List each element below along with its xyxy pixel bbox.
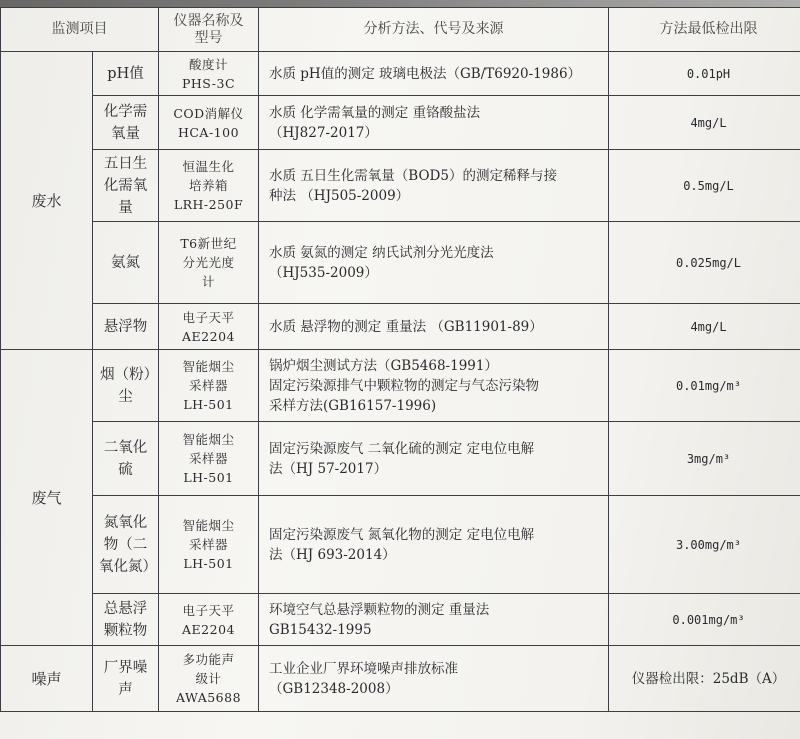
instrument-cell: 多功能声 级计 AWA5688 xyxy=(159,646,259,712)
item-cell: 厂界噪声 xyxy=(93,646,159,712)
instrument-cell: 电子天平 AE2204 xyxy=(159,594,259,646)
limit-cell: 0.025mg/L xyxy=(609,222,800,304)
instrument-cell: 酸度计 PHS-3C xyxy=(159,52,259,96)
limit-cell: 4mg/L xyxy=(609,96,800,150)
item-cell: 氨氮 xyxy=(93,222,159,304)
method-cell: 水质 氨氮的测定 纳氏试剂分光光度法 （HJ535-2009） xyxy=(259,222,609,304)
item-cell: 五日生化需氧量 xyxy=(93,150,159,222)
limit-cell: 0.01mg/m³ xyxy=(609,350,800,422)
item-cell: 总悬浮颗粒物 xyxy=(93,594,159,646)
table-row xyxy=(1,594,800,646)
table-row xyxy=(1,150,800,222)
monitoring-methods-table xyxy=(0,7,800,712)
table-row xyxy=(1,96,800,150)
instrument-cell: COD消解仪 HCA-100 xyxy=(159,96,259,150)
category-wastewater: 废水 xyxy=(1,52,93,350)
table-row xyxy=(1,350,800,422)
method-cell: 固定污染源废气 氮氧化物的测定 定电位电解 法（HJ 693-2014） xyxy=(259,496,609,594)
limit-cell: 0.01pH xyxy=(609,52,800,96)
top-edge-strip xyxy=(0,0,800,7)
header-method: 分析方法、代号及来源 xyxy=(259,8,609,52)
instrument-cell: T6新世纪 分光光度 计 xyxy=(159,222,259,304)
table-row xyxy=(1,422,800,496)
item-cell: 化学需氧量 xyxy=(93,96,159,150)
item-cell: 二氧化硫 xyxy=(93,422,159,496)
table-row xyxy=(1,222,800,304)
limit-cell: 4mg/L xyxy=(609,304,800,350)
method-cell: 水质 pH值的测定 玻璃电极法（GB/T6920-1986） xyxy=(259,52,609,96)
instrument-cell: 智能烟尘 采样器 LH-501 xyxy=(159,496,259,594)
method-cell: 工业企业厂界环境噪声排放标准 （GB12348-2008） xyxy=(259,646,609,712)
header-project: 监测项目 xyxy=(1,8,159,52)
header-instrument: 仪器名称及型号 xyxy=(159,8,259,52)
table-header-row xyxy=(1,8,800,52)
limit-cell: 0.5mg/L xyxy=(609,150,800,222)
category-waste-gas: 废气 xyxy=(1,350,93,646)
table-row xyxy=(1,496,800,594)
instrument-cell: 恒温生化 培养箱 LRH-250F xyxy=(159,150,259,222)
limit-cell: 0.001mg/m³ xyxy=(609,594,800,646)
method-cell: 水质 五日生化需氧量（BOD5）的测定稀释与接 种法 （HJ505-2009） xyxy=(259,150,609,222)
instrument-cell: 智能烟尘 采样器 LH-501 xyxy=(159,350,259,422)
item-cell: pH值 xyxy=(93,52,159,96)
method-cell: 水质 悬浮物的测定 重量法 （GB11901-89） xyxy=(259,304,609,350)
table-row xyxy=(1,304,800,350)
instrument-cell: 智能烟尘 采样器 LH-501 xyxy=(159,422,259,496)
instrument-cell: 电子天平 AE2204 xyxy=(159,304,259,350)
method-cell: 水质 化学需氧量的测定 重铬酸盐法 （HJ827-2017） xyxy=(259,96,609,150)
item-cell: 悬浮物 xyxy=(93,304,159,350)
method-cell: 固定污染源废气 二氧化硫的测定 定电位电解 法（HJ 57-2017） xyxy=(259,422,609,496)
header-limit: 方法最低检出限 xyxy=(609,8,800,52)
limit-cell: 3mg/m³ xyxy=(609,422,800,496)
table-row xyxy=(1,52,800,96)
item-cell: 氮氧化物（二氧化氮） xyxy=(93,496,159,594)
method-cell: 环境空气总悬浮颗粒物的测定 重量法 GB15432-1995 xyxy=(259,594,609,646)
limit-cell: 3.00mg/m³ xyxy=(609,496,800,594)
table-row xyxy=(1,646,800,712)
method-cell: 锅炉烟尘测试方法（GB5468-1991） 固定污染源排气中颗粒物的测定与气态污染物 采样方法(GB16157-1996) xyxy=(259,350,609,422)
category-noise: 噪声 xyxy=(1,646,93,712)
item-cell: 烟（粉）尘 xyxy=(93,350,159,422)
limit-cell: 仪器检出限：25dB（A） xyxy=(609,646,800,712)
